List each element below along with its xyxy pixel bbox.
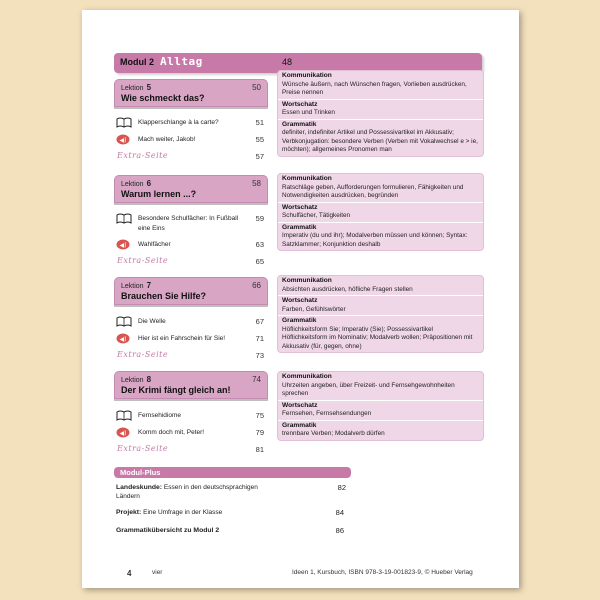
kommunikation-text: Uhrzeiten angeben, über Freizeit- und Fernsehgewohnheiten sprechen <box>282 381 455 397</box>
item-title: Wahlfächer <box>138 241 171 248</box>
item-page: 81 <box>255 445 264 454</box>
item-page: 75 <box>255 411 264 420</box>
wortschatz-heading: Wortschatz <box>282 297 318 304</box>
list-item[interactable] <box>116 508 344 517</box>
toc-page <box>82 10 519 588</box>
svg-text:◀): ◀) <box>119 242 127 249</box>
lesson-items <box>114 399 268 454</box>
lesson-5 <box>114 79 268 161</box>
kommunikation-heading: Kommunikation <box>282 72 332 79</box>
lesson-title: Warum lernen ...? <box>121 189 197 199</box>
lesson-header <box>114 175 268 203</box>
grammatik-text: definiter, indefiniter Artikel und Possessivartikel im Akkusativ; Verbkonjugation: besondere Verben (Verben mit Vokalwechsel e > ie, möchten); allgemeines Pronomen man <box>282 129 478 153</box>
plus-label: Grammatikübersicht zu Modul 2 <box>116 527 220 534</box>
lesson-number: 8 <box>146 375 152 384</box>
module-label: Modul 2 <box>120 57 154 67</box>
lesson-7-info <box>277 275 484 353</box>
kommunikation-heading: Kommunikation <box>282 373 332 380</box>
lesson-6 <box>114 175 268 266</box>
kommunikation-heading: Kommunikation <box>282 277 332 284</box>
imprint: Ideen 1, Kursbuch, ISBN 978-3-19-001823-9, © Hueber Verlag <box>292 569 473 576</box>
list-item[interactable] <box>116 526 344 535</box>
book-icon <box>116 316 130 326</box>
lesson-items <box>114 203 268 266</box>
lesson-page: 50 <box>252 83 261 92</box>
lesson-items <box>114 305 268 360</box>
item-page: 71 <box>255 334 264 343</box>
audio-icon <box>116 134 130 144</box>
lesson-7 <box>114 277 268 360</box>
item-page: 51 <box>255 118 264 127</box>
item-title: Komm doch mit, Peter! <box>138 429 205 436</box>
item-page: 79 <box>255 428 264 437</box>
wortschatz-heading: Wortschatz <box>282 401 318 409</box>
audio-icon <box>116 239 130 249</box>
plus-page: 84 <box>335 508 344 517</box>
extra-page-label[interactable]: Extra-Seite <box>117 444 169 453</box>
lesson-8 <box>114 371 268 454</box>
list-item[interactable] <box>116 483 346 501</box>
modul-plus <box>114 467 351 535</box>
item-title: Die Welle <box>138 318 166 325</box>
lesson-items <box>114 107 268 161</box>
kommunikation-text: Absichten ausdrücken, höfliche Fragen stellen <box>282 285 413 293</box>
book-icon <box>116 117 130 127</box>
plus-text: Essen in den deutschsprachigen Ländern <box>116 484 258 500</box>
item-title: Besondere Schulfächer: In Fußball eine Eins <box>138 215 239 232</box>
lesson-header <box>114 277 268 305</box>
plus-label: Landeskunde: <box>116 484 163 491</box>
item-page: 59 <box>255 214 264 223</box>
item-page: 57 <box>255 152 264 161</box>
audio-icon <box>116 333 130 343</box>
plus-text: Eine Umfrage in der Klasse <box>143 509 223 516</box>
wortschatz-text: Fernsehen, Fernsehsendungen <box>282 410 372 417</box>
grammatik-heading: Grammatik <box>282 120 317 128</box>
plus-page: 82 <box>337 483 346 492</box>
lesson-label: Lektion <box>121 181 144 188</box>
item-title: Mach weiter, Jakob! <box>138 136 196 143</box>
item-page: 55 <box>255 135 264 144</box>
lesson-number: 7 <box>146 281 152 290</box>
book-icon <box>116 410 130 420</box>
wortschatz-heading: Wortschatz <box>282 203 318 211</box>
grammatik-heading: Grammatik <box>282 421 317 429</box>
page-number: 4 <box>127 569 132 578</box>
svg-text:◀): ◀) <box>119 430 127 437</box>
lesson-number: 5 <box>146 83 152 92</box>
wortschatz-text: Essen und Trinken <box>282 109 335 116</box>
item-title: Klapperschlange à la carte? <box>138 119 219 126</box>
module-page: 48 <box>282 57 293 67</box>
item-title: Hier ist ein Fahrschein für Sie! <box>138 335 226 342</box>
lesson-page: 58 <box>252 179 261 188</box>
module-title: Alltag <box>160 55 203 68</box>
extra-page-label[interactable]: Extra-Seite <box>117 256 169 265</box>
lesson-header <box>114 371 268 399</box>
lesson-title: Der Krimi fängt gleich an! <box>121 385 231 395</box>
item-page: 67 <box>255 317 264 326</box>
svg-text:◀): ◀) <box>119 336 127 343</box>
extra-page-label[interactable]: Extra-Seite <box>117 350 169 359</box>
item-title: Fernsehidiome <box>138 412 181 419</box>
kommunikation-heading: Kommunikation <box>282 175 332 182</box>
lesson-title: Wie schmeckt das? <box>121 93 205 103</box>
wortschatz-text: Farben, Gefühlswörter <box>282 305 346 313</box>
page-word: vier <box>152 569 163 576</box>
item-page: 65 <box>255 257 264 266</box>
lesson-8-info <box>277 371 484 441</box>
item-page: 73 <box>255 351 264 360</box>
grammatik-heading: Grammatik <box>282 317 317 324</box>
modul-plus-heading: Modul-Plus <box>114 467 351 478</box>
lesson-5-info <box>277 70 484 157</box>
lesson-label: Lektion <box>121 283 144 290</box>
plus-label: Projekt: <box>116 509 142 516</box>
lesson-label: Lektion <box>121 85 144 92</box>
kommunikation-text: Ratschläge geben, Aufforderungen formulieren, Fähigkeiten und Notwendigkeiten ausdrücken, begründen <box>282 183 464 199</box>
grammatik-text: Höflichkeitsform Sie; Imperativ (Sie); Possessivartikel Höflichkeitsform im Nominativ; Modalverb wollen; Präpositionen mit Akkusativ (für, gegen, ohne) <box>282 325 473 350</box>
svg-text:◀): ◀) <box>119 137 127 144</box>
plus-page: 86 <box>335 526 344 535</box>
lesson-page: 74 <box>252 375 261 384</box>
lesson-page: 66 <box>252 281 261 290</box>
extra-page-label[interactable]: Extra-Seite <box>117 151 169 160</box>
book-icon <box>116 213 130 223</box>
lesson-6-info <box>277 173 484 251</box>
lesson-title: Brauchen Sie Hilfe? <box>121 291 207 301</box>
kommunikation-text: Wünsche äußern, nach Wünschen fragen, Vorlieben ausdrücken, Preise nennen <box>282 80 467 96</box>
lesson-header <box>114 79 268 107</box>
grammatik-heading: Grammatik <box>282 223 317 231</box>
audio-icon <box>116 427 130 437</box>
wortschatz-text: Schulfächer, Tätigkeiten <box>282 212 351 219</box>
lesson-label: Lektion <box>121 377 144 384</box>
grammatik-text: trennbare Verben; Modalverb dürfen <box>282 430 385 437</box>
item-page: 63 <box>255 240 264 249</box>
wortschatz-heading: Wortschatz <box>282 100 318 108</box>
grammatik-text: Imperativ (du und ihr); Modalverben müssen und können; Syntax: Satzklammer; Konjunktion deshalb <box>282 232 468 248</box>
lesson-number: 6 <box>146 179 152 188</box>
